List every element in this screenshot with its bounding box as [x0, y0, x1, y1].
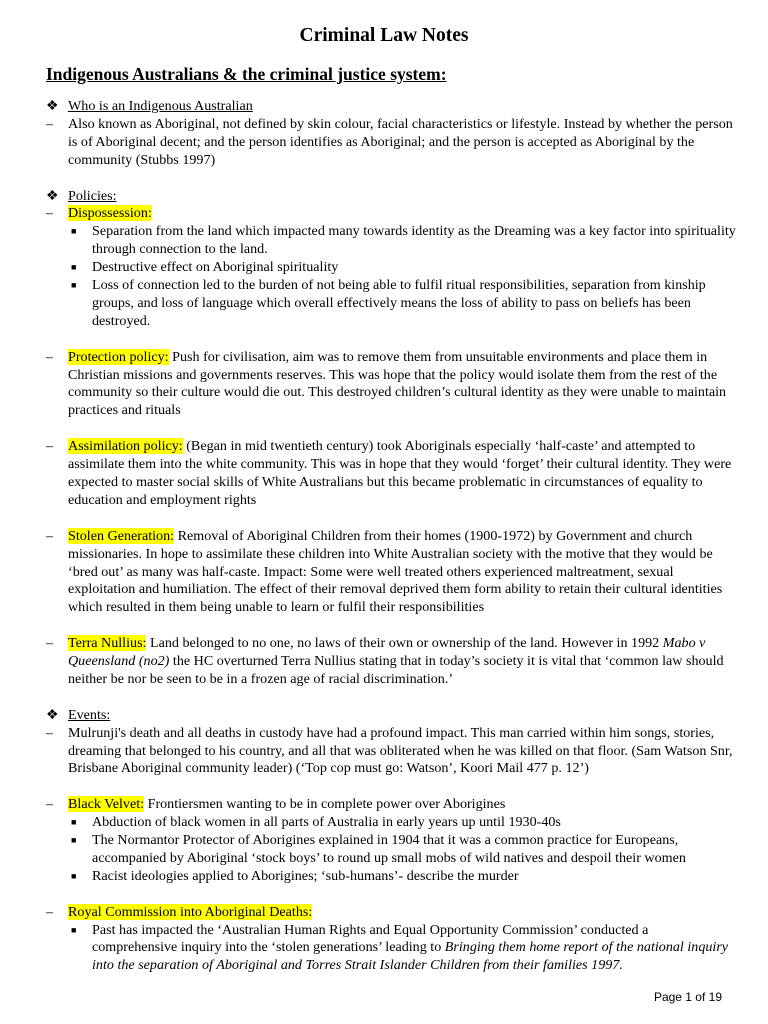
stolen-text: Removal of Aboriginal Children from their homes (1900-1972) by Government and church missionaries. In hope to assimilate these children into White Australian society with the motive that they would be ‘bred out’ as many was half-caste. Impact: Some were well treated others experienced maltreatment, sexual exploitation and humiliation. The effect of their removal deprived them form ability to retain their cultural identities which resulted in them being unable to learn or fulfil their responsibilities: [68, 527, 723, 616]
dispossession-point-text: Destructive effect on Aboriginal spirituality: [92, 259, 339, 276]
stolen-label: Stolen Generation:: [68, 527, 175, 544]
dash-marker: –: [46, 205, 54, 222]
dispossession-label: Dispossession:: [68, 205, 152, 222]
square-bullet-icon: ■: [71, 262, 77, 273]
dispossession-point-text: Loss of connection led to the burden of not being able to fulfil ritual responsibilities, separation from kinship groups, and loss of language which overall effectively means the loss of ability to pass on beliefs has been destroyed.: [92, 277, 706, 329]
dash-marker: –: [46, 796, 54, 813]
dispossession-point-text: Separation from the land which impacted many towards identity as the Dreaming was a key factor into spirituality through connection to the land.: [92, 223, 736, 258]
square-bullet-icon: ■: [71, 870, 77, 881]
events-row: [46, 725, 736, 779]
assimilation-row: [46, 438, 736, 510]
dash-marker: –: [46, 115, 54, 132]
terra-row: [46, 635, 736, 689]
square-bullet-icon: ■: [71, 924, 77, 935]
protection-label: Protection policy:: [68, 348, 169, 365]
events-text: Mulrunji's death and all deaths in custody have had a profound impact. This man carried within him songs, stories, dreaming that belonged to his country, and all that was obliterated when he was killed on that floor. (Sam Watson Snr, Brisbane Aboriginal community leader) (‘Top cop must go: Watson’, Koori Mail 477 p. 12’): [68, 724, 733, 777]
protection-row: [46, 349, 736, 421]
royal-report-title: Bringing them home report of the national inquiry into the separation of Aboriginal and Torres Strait Islander Children from their families 1997.: [92, 939, 729, 974]
dash-marker: –: [46, 438, 54, 455]
terra-label: Terra Nullius:: [68, 635, 147, 652]
diamond-bullet-icon: ❖: [46, 98, 59, 114]
policies-heading: Policies:: [68, 187, 117, 204]
square-bullet-icon: ■: [71, 835, 77, 846]
terra-case: Mabo v Queensland (no2): [68, 635, 706, 670]
velvet-point: [46, 868, 736, 886]
diamond-bullet-icon: ❖: [46, 187, 59, 204]
events-heading: Events:: [68, 706, 111, 723]
who-heading: Who is an Indigenous Australian: [68, 98, 253, 114]
dispossession-row: [46, 205, 736, 223]
who-heading-row: [46, 98, 736, 116]
dispossession-point: [46, 259, 736, 277]
document-title: Criminal Law Notes: [299, 25, 469, 46]
velvet-point-text: Abduction of black women in all parts of Australia in early years up until 1930-40s: [92, 814, 561, 831]
square-bullet-icon: ■: [71, 280, 77, 291]
velvet-label: Black Velvet:: [68, 796, 145, 813]
dash-marker: –: [46, 348, 54, 365]
stolen-row: [46, 528, 736, 618]
dispossession-point: [46, 223, 736, 259]
velvet-text: Frontiersmen wanting to be in complete power over Aborigines: [144, 796, 506, 813]
velvet-point: [46, 832, 736, 868]
terra-text-2: the HC overturned Terra Nullius stating that in today’s society it is vital that ‘common law should neither be nor be seen to be in a frozen age of racial discrimination.’: [68, 653, 724, 687]
dash-marker: –: [46, 527, 54, 544]
who-text-row: [46, 116, 736, 170]
protection-text: Push for civilisation, aim was to remove them from unsuitable environments and place them in Christian missions and governments reserves. This was hope that the policy would isolate them from the rest of the community so their culture would die out. This destroyed children’s cultural identity as they were unable to maintain practices and rituals: [68, 348, 727, 419]
royal-label: Royal Commission into Aboriginal Deaths:: [68, 903, 313, 920]
royal-point-text: Past has impacted the ‘Australian Human Rights and Equal Opportunity Commission’ conducted a comprehensive inquiry into the ‘stolen generations’ leading to: [92, 921, 649, 956]
section-heading: Indigenous Australians & the criminal justice system:: [46, 64, 447, 84]
who-text: Also known as Aboriginal, not defined by skin colour, facial characteristics or lifestyle. Instead by whether the person is of Aboriginal decent; and the person identifies as Aboriginal; and the person is accepted as Aboriginal by the community (Stubbs 1997): [68, 115, 733, 168]
dash-marker: –: [46, 903, 54, 920]
royal-point: [46, 922, 736, 976]
document-body: [46, 98, 736, 975]
velvet-row: [46, 796, 736, 814]
assimilation-label: Assimilation policy:: [68, 438, 183, 455]
terra-text-1: Land belonged to no one, no laws of their own or ownership of the land. However in 1992: [146, 635, 663, 652]
diamond-bullet-icon: ❖: [46, 706, 59, 723]
page-number: Page 1 of 19: [653, 990, 722, 1004]
velvet-point-text: The Normantor Protector of Aborigines explained in 1904 that it was a common practice for Europeans, accompanied by Aboriginal ‘stock boys’ to round up small mobs of wild natives and despoil their women: [92, 832, 686, 866]
dispossession-point: [46, 277, 736, 331]
dash-marker: –: [46, 724, 54, 741]
velvet-point: [46, 814, 736, 832]
royal-row: [46, 904, 736, 922]
square-bullet-icon: ■: [71, 226, 77, 237]
policies-heading-row: [46, 188, 736, 206]
velvet-point-text: Racist ideologies applied to Aborigines; ‘sub-humans’- describe the murder: [92, 867, 519, 884]
assimilation-text: (Began in mid twentieth century) took Aboriginals especially ‘half-caste’ and attempted to assimilate them into the white community. This was in hope that they would ‘forget’ their cultural identity. They were expected to master social skills of White Australians but this became problematic in circumstances of equality to education and employment rights: [68, 438, 732, 508]
square-bullet-icon: ■: [71, 817, 77, 828]
dash-marker: –: [46, 635, 54, 652]
events-heading-row: [46, 707, 736, 725]
